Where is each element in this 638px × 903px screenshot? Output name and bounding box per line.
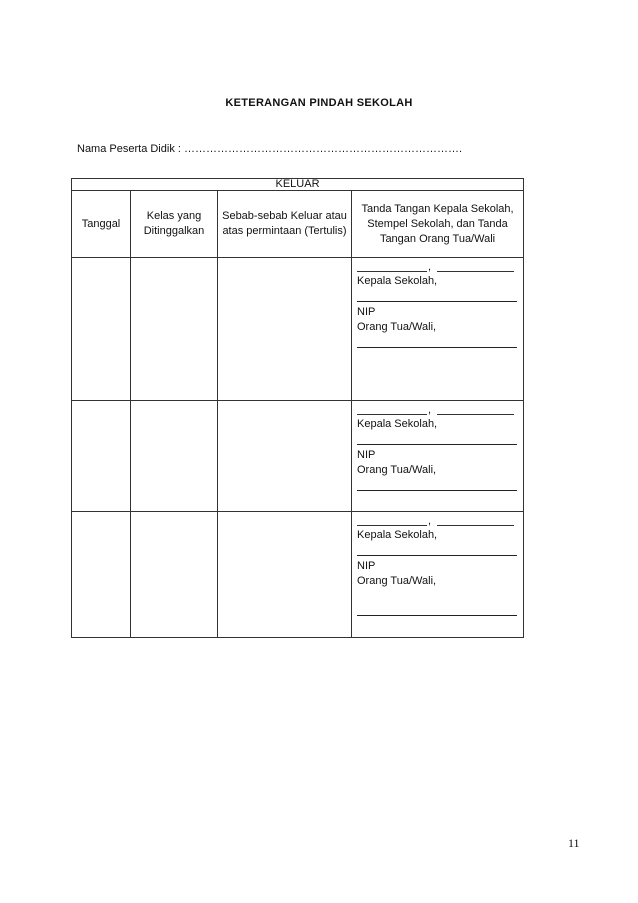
header-kelas: Kelas yang Ditinggalkan: [131, 191, 218, 258]
kelas-cell[interactable]: [131, 258, 218, 401]
signature-cell: [352, 512, 524, 638]
student-name-line: Nama Peserta Didik : ………………………………………………………………….: [77, 143, 463, 155]
place-date-line: ,: [357, 404, 517, 417]
table-row: [72, 401, 524, 512]
nip-label: NIP: [357, 449, 376, 461]
sebab-cell[interactable]: [218, 512, 352, 638]
header-sebab: Sebab-sebab Keluar atau atas permintaan (Tertulis): [218, 191, 352, 258]
orang-tua-label: Orang Tua/Wali,: [357, 464, 437, 476]
tanggal-cell[interactable]: [72, 512, 131, 638]
group-header-row: [72, 179, 524, 191]
sebab-cell[interactable]: [218, 401, 352, 512]
kelas-cell[interactable]: [131, 512, 218, 638]
transfer-table: [71, 178, 524, 638]
signature-cell: [352, 401, 524, 512]
header-tanggal: Tanggal: [72, 191, 131, 258]
place-date-line: ,: [357, 261, 517, 274]
page-number: 11: [568, 836, 580, 850]
kepala-sekolah-label: Kepala Sekolah,: [357, 275, 438, 287]
keluar-header: KELUAR: [72, 179, 524, 191]
table-row: [72, 512, 524, 638]
page-title: KETERANGAN PINDAH SEKOLAH: [225, 97, 413, 109]
kepala-sekolah-label: Kepala Sekolah,: [357, 418, 438, 430]
orang-tua-label: Orang Tua/Wali,: [357, 575, 437, 587]
nip-label: NIP: [357, 306, 376, 318]
kelas-cell[interactable]: [131, 401, 218, 512]
kepala-signature-line[interactable]: [357, 555, 517, 556]
tanggal-cell[interactable]: [72, 258, 131, 401]
header-tanda-tangan: Tanda Tangan Kepala Sekolah, Stempel Sekolah, dan Tanda Tangan Orang Tua/Wali: [352, 191, 524, 258]
nip-label: NIP: [357, 560, 376, 572]
table-row: [72, 258, 524, 401]
orang-tua-label: Orang Tua/Wali,: [357, 321, 437, 333]
orang-tua-signature-line[interactable]: [357, 615, 517, 616]
kepala-sekolah-label: Kepala Sekolah,: [357, 529, 438, 541]
sebab-cell[interactable]: [218, 258, 352, 401]
place-date-line: ,: [357, 515, 517, 528]
orang-tua-signature-line[interactable]: [357, 347, 517, 348]
tanggal-cell[interactable]: [72, 401, 131, 512]
orang-tua-signature-line[interactable]: [357, 490, 517, 491]
column-header-row: [72, 191, 524, 258]
kepala-signature-line[interactable]: [357, 444, 517, 445]
signature-cell: [352, 258, 524, 401]
kepala-signature-line[interactable]: [357, 301, 517, 302]
